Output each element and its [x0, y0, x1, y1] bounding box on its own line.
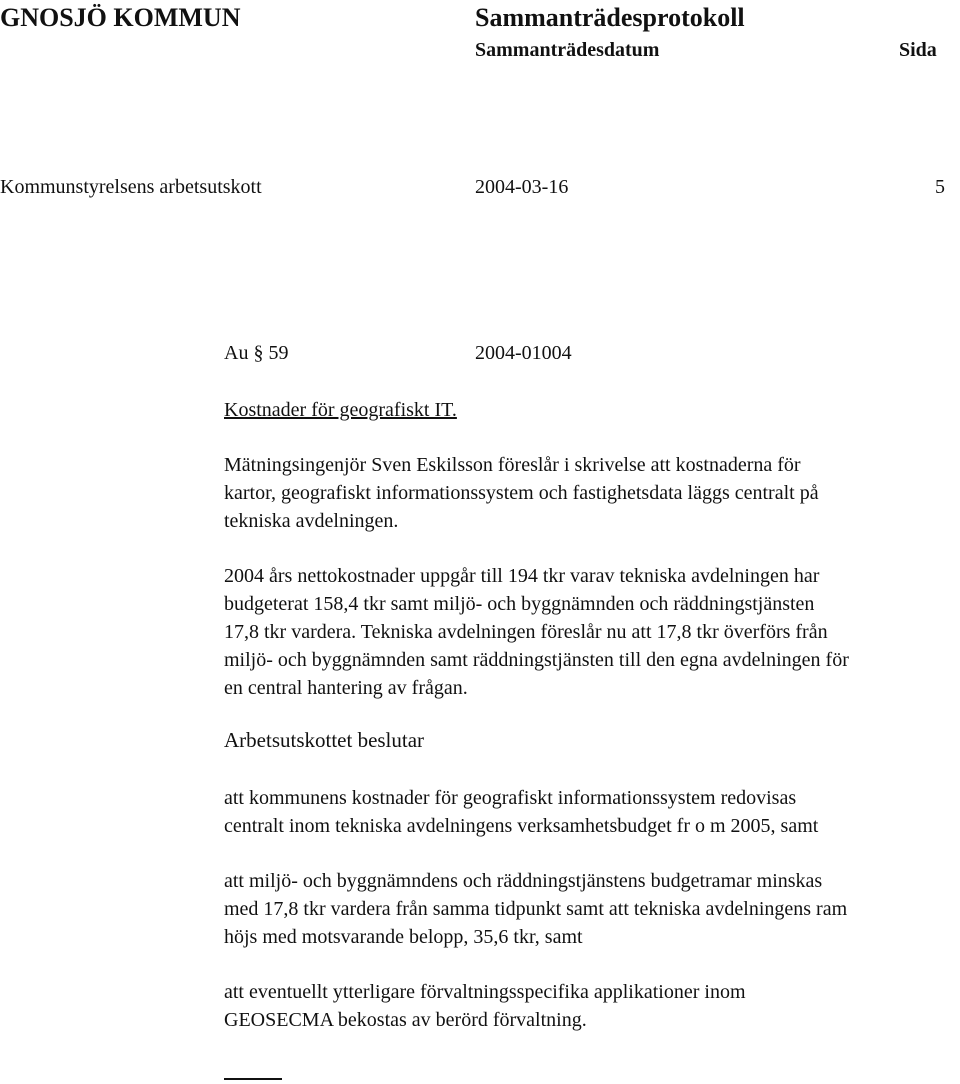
document-type-title: Sammanträdesprotokoll — [475, 3, 745, 32]
text-line: Mätningsingenjör Sven Eskilsson föreslår i skrivelse att kostnaderna för — [224, 454, 801, 476]
meeting-date-label: Sammanträdesdatum — [475, 39, 660, 61]
text-line: höjs med motsvarande belopp, 35,6 tkr, samt — [224, 926, 583, 948]
decision-item — [224, 784, 818, 840]
meeting-date: 2004-03-16 — [475, 176, 569, 198]
paragraph-costs — [224, 562, 849, 702]
text-line: 17,8 tkr vardera. Tekniska avdelningen föreslår nu att 17,8 tkr överförs från — [224, 621, 828, 643]
committee-name: Kommunstyrelsens arbetsutskott — [0, 176, 262, 198]
text-line: tekniska avdelningen. — [224, 510, 399, 532]
text-line: budgeterat 158,4 tkr samt miljö- och byggnämnden och räddningstjänsten — [224, 593, 815, 615]
text-line: miljö- och byggnämnden samt räddningstjänsten till den egna avdelningen för — [224, 649, 849, 671]
text-line: kartor, geografiskt informationssystem och fastighetsdata läggs centralt på — [224, 482, 819, 504]
page-number: 5 — [935, 176, 945, 198]
text-line: en central hantering av frågan. — [224, 677, 468, 699]
text-line: 2004 års nettokostnader uppgår till 194 tkr varav tekniska avdelningen har — [224, 565, 820, 587]
section-title: Kostnader för geografiskt IT. — [224, 399, 457, 421]
page-label: Sida — [899, 39, 937, 61]
text-line: att kommunens kostnader för geografiskt informationssystem redovisas — [224, 787, 797, 809]
municipality-name: GNOSJÖ KOMMUN — [0, 3, 241, 32]
decision-item — [224, 867, 847, 951]
text-line: centralt inom tekniska avdelningens verksamhetsbudget fr o m 2005, samt — [224, 815, 819, 837]
text-line: att miljö- och byggnämndens och räddningstjänstens budgetramar minskas — [224, 870, 823, 892]
paragraph-proposal — [224, 451, 819, 535]
case-reference: 2004-01004 — [475, 342, 572, 364]
decision-item — [224, 978, 746, 1034]
text-line: att eventuellt ytterligare förvaltningsspecifika applikationer inom — [224, 981, 746, 1003]
text-line: med 17,8 tkr vardera från samma tidpunkt samt att tekniska avdelningens ram — [224, 898, 848, 920]
decision-heading: Arbetsutskottet beslutar — [224, 728, 425, 752]
text-line: GEOSECMA bekostas av berörd förvaltning. — [224, 1009, 587, 1031]
section-number: Au § 59 — [224, 342, 289, 364]
end-rule-divider — [224, 1078, 282, 1080]
